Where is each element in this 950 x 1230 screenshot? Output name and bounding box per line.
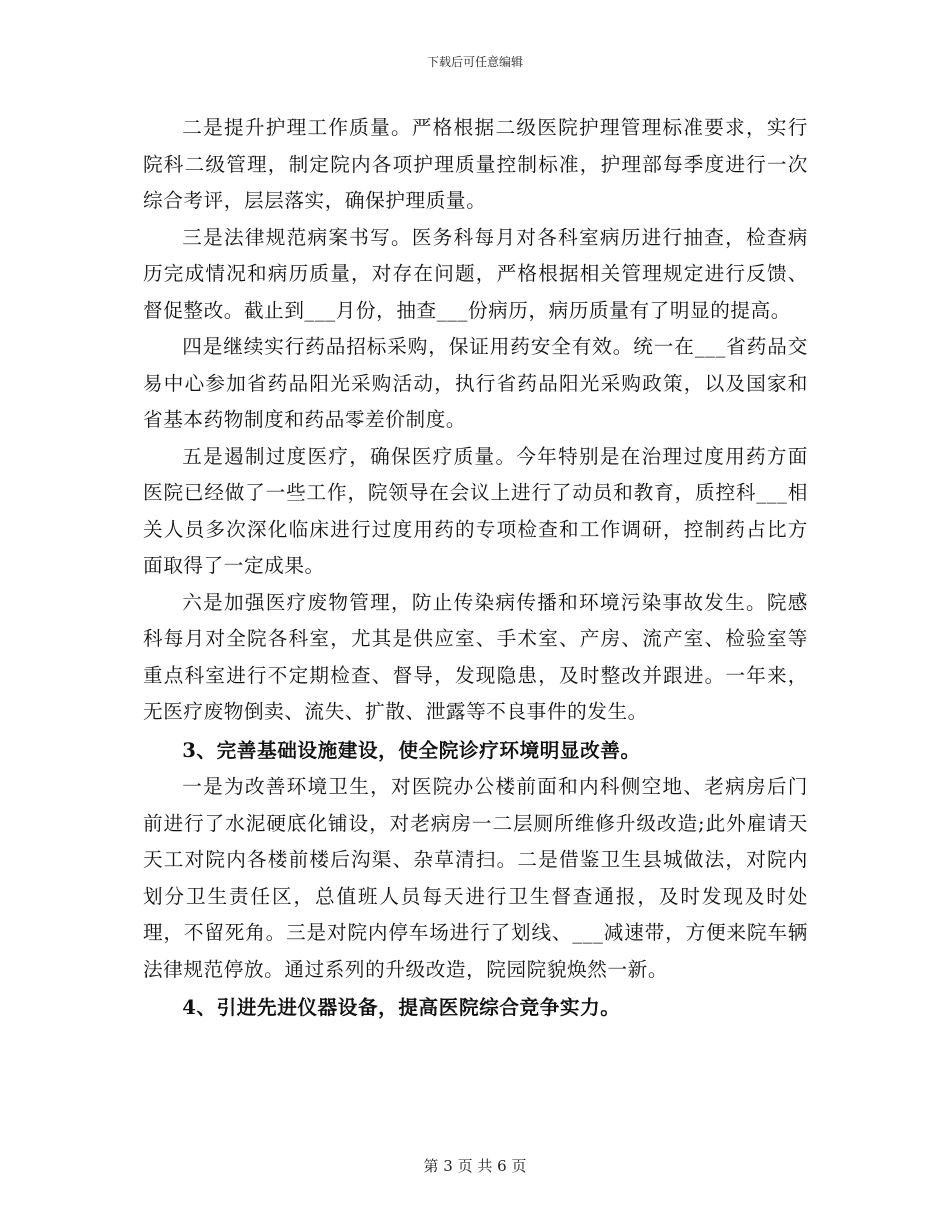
paragraph-excessive-treatment: 五是遏制过度医疗，确保医疗质量。今年特别是在治理过度用药方面医院已经做了一些工作，院领导在会议上进行了动员和教育，质控科___相关人员多次深化临床进行过度用药的专项检查和工作调研，控制药占比方面取得了一定成果。 bbox=[143, 444, 808, 577]
paragraph-environment: 一是为改善环境卫生，对医院办公楼前面和内科侧空地、老病房后门前进行了水泥硬底化铺设，对老病房一二层厕所维修升级改造;此外雇请天天工对院内各楼前楼后沟渠、杂草清扫。二是借鉴卫生县城做法，对院内划分卫生责任区，总值班人员每天进行卫生督查通报，及时发现及时处理，不留死角。三是对院内停车场进行了划线、___减速带，方便来院车辆法律规范停放。通过系列的升级改造，院园院貌焕然一新。 bbox=[143, 775, 808, 981]
document-body bbox=[143, 110, 808, 1027]
page-number: 第 3 页 共 6 页 bbox=[423, 1157, 527, 1175]
section-heading-equipment: 4、引进先进仪器设备，提高医院综合竞争实力。 bbox=[182, 996, 621, 1019]
paragraph-nursing-quality: 二是提升护理工作质量。严格根据二级医院护理管理标准要求，实行院科二级管理，制定院内各项护理质量控制标准，护理部每季度进行一次综合考评，层层落实，确保护理质量。 bbox=[143, 116, 808, 212]
paragraph-medical-records: 三是法律规范病案书写。医务科每月对各科室病历进行抽查，检查病历完成情况和病历质量，对存在问题，严格根据相关管理规定进行反馈、督促整改。截止到___月份，抽查___份病历，病历质量有了明显的提高。 bbox=[143, 225, 808, 322]
paragraph-drug-procurement: 四是继续实行药品招标采购，保证用药安全有效。统一在___省药品交易中心参加省药品阳光采购活动，执行省药品阳光采购政策，以及国家和省基本药物制度和药品零差价制度。 bbox=[143, 335, 808, 431]
section-heading-infrastructure: 3、完善基础设施建设，使全院诊疗环境明显改善。 bbox=[182, 738, 641, 762]
paragraph-medical-waste: 六是加强医疗废物管理，防止传染病传播和环境污染事故发生。院感科每月对全院各科室，尤其是供应室、手术室、产房、流产室、检验室等重点科室进行不定期检查、督导，发现隐患，及时整改并跟进。一年来，无医疗废物倒卖、流失、扩散、泄露等不良事件的发生。 bbox=[143, 590, 808, 723]
page-header: 下载后可任意编辑 bbox=[426, 55, 523, 69]
